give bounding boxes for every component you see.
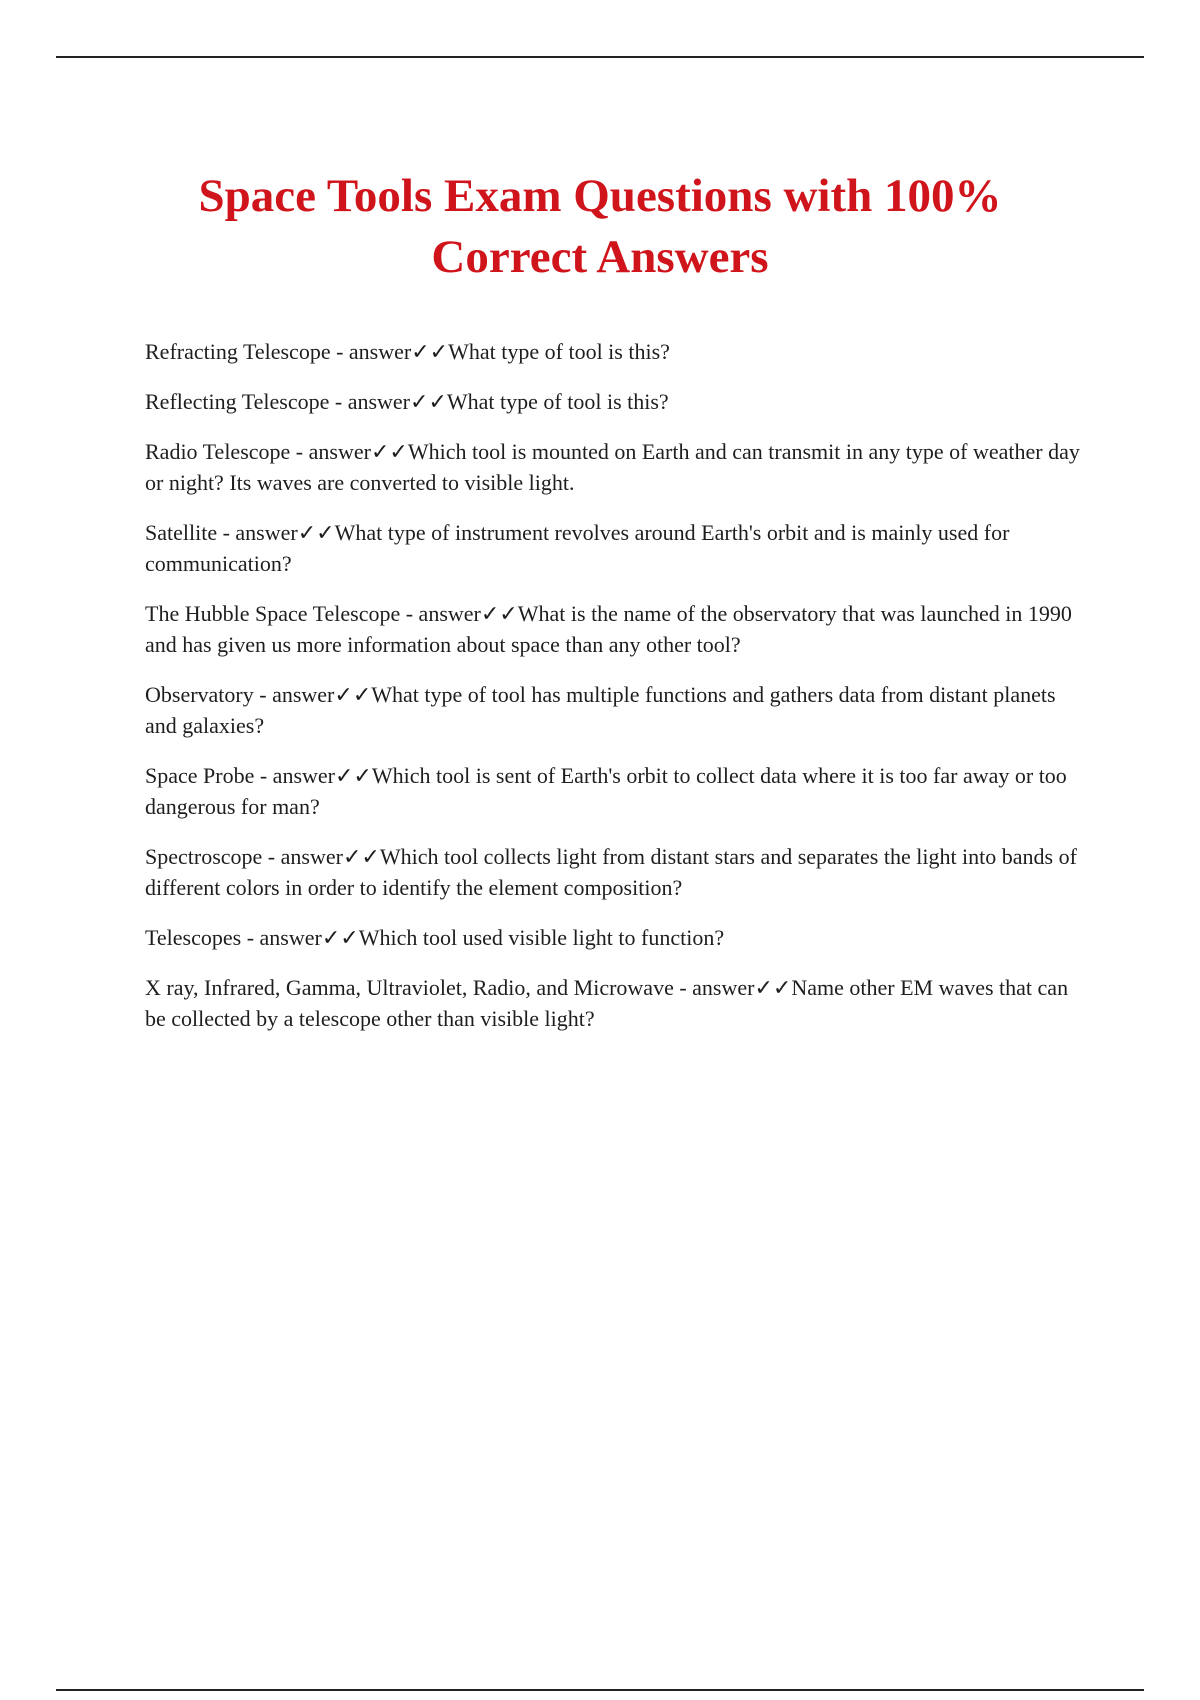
checkmark-icon: ✓✓ (334, 682, 372, 707)
answer-separator: - answer (330, 339, 412, 364)
qa-item (145, 386, 1090, 417)
answer-text: Satellite (145, 520, 218, 545)
qa-item (145, 679, 1090, 741)
checkmark-icon: ✓✓ (410, 389, 447, 414)
qa-item (145, 760, 1090, 822)
checkmark-icon: ✓✓ (754, 975, 792, 1000)
answer-separator: - answer (217, 520, 298, 545)
question-text: What type of tool has multiple functions and gathers data from distant planets and galaxies? (145, 682, 1056, 738)
question-text: Which tool collects light from distant stars and separates the light into bands of different colors in order to identify the element composition? (145, 844, 1077, 900)
qa-item (145, 517, 1090, 579)
answer-separator: - answer (290, 439, 371, 464)
answer-text: Observatory (145, 682, 254, 707)
qa-item (145, 841, 1090, 903)
question-text: Which tool is sent of Earth's orbit to collect data where it is too far away or too dangerous for man? (145, 763, 1067, 819)
qa-item (145, 336, 1090, 367)
qa-item (145, 922, 1090, 953)
checkmark-icon: ✓✓ (297, 520, 335, 545)
answer-separator: - answer (254, 763, 335, 788)
title-line-2: Correct Answers (431, 231, 769, 283)
title-line-1: Space Tools Exam Questions with 100% (198, 170, 1002, 222)
question-text: Name other EM waves that can be collected by a telescope other than visible light? (145, 975, 1069, 1031)
checkmark-icon: ✓✓ (321, 925, 359, 950)
question-text: What type of tool is this? (448, 339, 670, 364)
checkmark-icon: ✓✓ (342, 844, 380, 869)
answer-separator: - answer (673, 975, 755, 1000)
question-text: What type of instrument revolves around Earth's orbit and is mainly used for communication? (145, 520, 1010, 576)
qa-item (145, 598, 1090, 660)
answer-text: Reflecting Telescope (145, 389, 330, 414)
top-rule (56, 56, 1144, 58)
page-title (100, 166, 1100, 288)
answer-separator: - answer (262, 844, 343, 869)
checkmark-icon: ✓✓ (411, 339, 449, 364)
answer-separator: - answer (400, 601, 481, 626)
checkmark-icon: ✓✓ (480, 601, 518, 626)
qa-item (145, 972, 1090, 1034)
answer-text: The Hubble Space Telescope (145, 601, 401, 626)
checkmark-icon: ✓✓ (335, 763, 372, 788)
answer-text: X ray, Infrared, Gamma, Ultraviolet, Radio, and Microwave (145, 975, 674, 1000)
checkmark-icon: ✓✓ (370, 439, 408, 464)
qa-list (145, 336, 1090, 1053)
answer-text: Radio Telescope (145, 439, 291, 464)
answer-text: Refracting Telescope (145, 339, 331, 364)
question-text: Which tool used visible light to function? (358, 925, 725, 950)
bottom-rule (56, 1689, 1144, 1691)
qa-item (145, 436, 1090, 498)
answer-text: Spectroscope (145, 844, 263, 869)
answer-text: Telescopes (145, 925, 242, 950)
answer-text: Space Probe (145, 763, 255, 788)
question-text: What is the name of the observatory that was launched in 1990 and has given us more information about space than any other tool? (145, 601, 1072, 657)
answer-separator: - answer (253, 682, 335, 707)
question-text: What type of tool is this? (446, 389, 669, 414)
answer-separator: - answer (241, 925, 322, 950)
question-text: Which tool is mounted on Earth and can transmit in any type of weather day or night? Its waves are converted to visible light. (145, 439, 1080, 495)
answer-separator: - answer (329, 389, 411, 414)
